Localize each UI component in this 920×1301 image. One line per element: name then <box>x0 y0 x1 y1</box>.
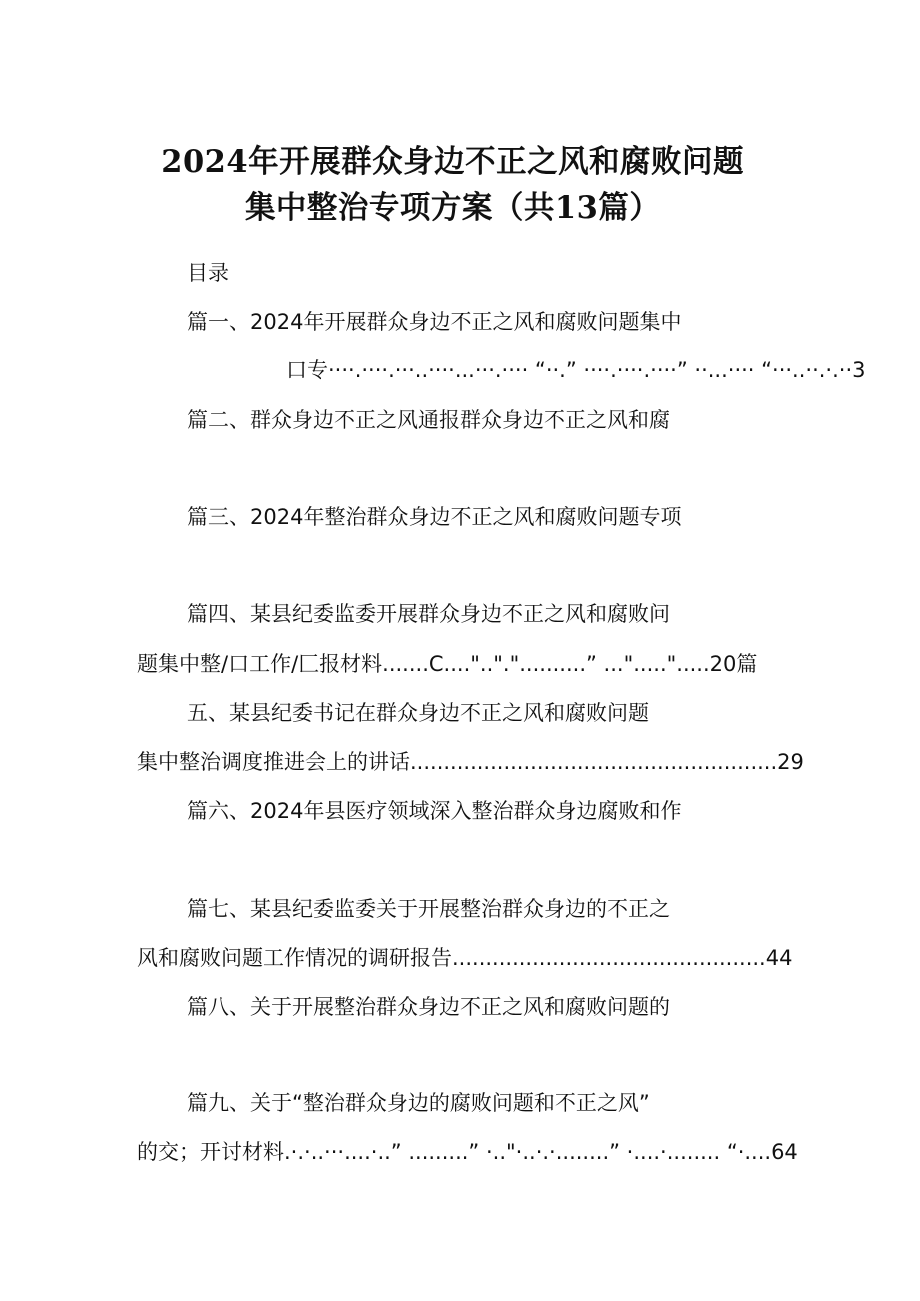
document-title-line-2: 集中整治专项方案（共13篇） <box>244 190 661 226</box>
toc-entry-9-line-2[interactable]: 的交；开讨材料.·.·..···....·..” .........” ·.."·..·.·........” ·....·........ “·....64 <box>137 1140 798 1164</box>
toc-entry-9-line-1[interactable]: 篇九、关于“整治群众身边的腐败问题和不正之风” <box>187 1091 650 1115</box>
toc-entry-7-line-1[interactable]: 篇七、某县纪委监委关于开展整治群众身边的不正之 <box>187 897 670 921</box>
toc-entry-1-line-1[interactable]: 篇一、2024年开展群众身边不正之风和腐败问题集中 <box>187 310 682 334</box>
toc-entry-4-line-1[interactable]: 篇四、某县纪委监委开展群众身边不正之风和腐败问 <box>187 602 670 626</box>
toc-entry-7-line-2[interactable]: 风和腐败问题工作情况的调研报告...............................................44 <box>137 946 793 970</box>
toc-entry-6[interactable]: 篇六、2024年县医疗领域深入整治群众身边腐败和作 <box>187 799 682 823</box>
toc-entry-2[interactable]: 篇二、群众身边不正之风通报群众身边不正之风和腐 <box>187 408 670 432</box>
toc-entry-8[interactable]: 篇八、关于开展整治群众身边不正之风和腐败问题的 <box>187 995 670 1019</box>
toc-entry-5-line-2[interactable]: 集中整治调度推进会上的讲话.......................................................29 <box>137 750 804 774</box>
toc-entry-1-line-2[interactable]: 口专····.····.···..····...···.···· “··.” ····.····.····” ··...···· “···..··.·.··3 <box>286 358 866 382</box>
document-title-line-1: 2024年开展群众身边不正之风和腐败问题 <box>161 144 745 180</box>
toc-entry-5-line-1[interactable]: 五、某县纪委书记在群众身边不正之风和腐败问题 <box>187 701 649 725</box>
toc-heading: 目录 <box>187 261 229 285</box>
toc-entry-3[interactable]: 篇三、2024年整治群众身边不正之风和腐败问题专项 <box>187 505 682 529</box>
toc-entry-4-line-2[interactable]: 题集中整/口工作/匚报材料.......C....".."."..........” ...".....".....20篇 <box>137 652 758 676</box>
